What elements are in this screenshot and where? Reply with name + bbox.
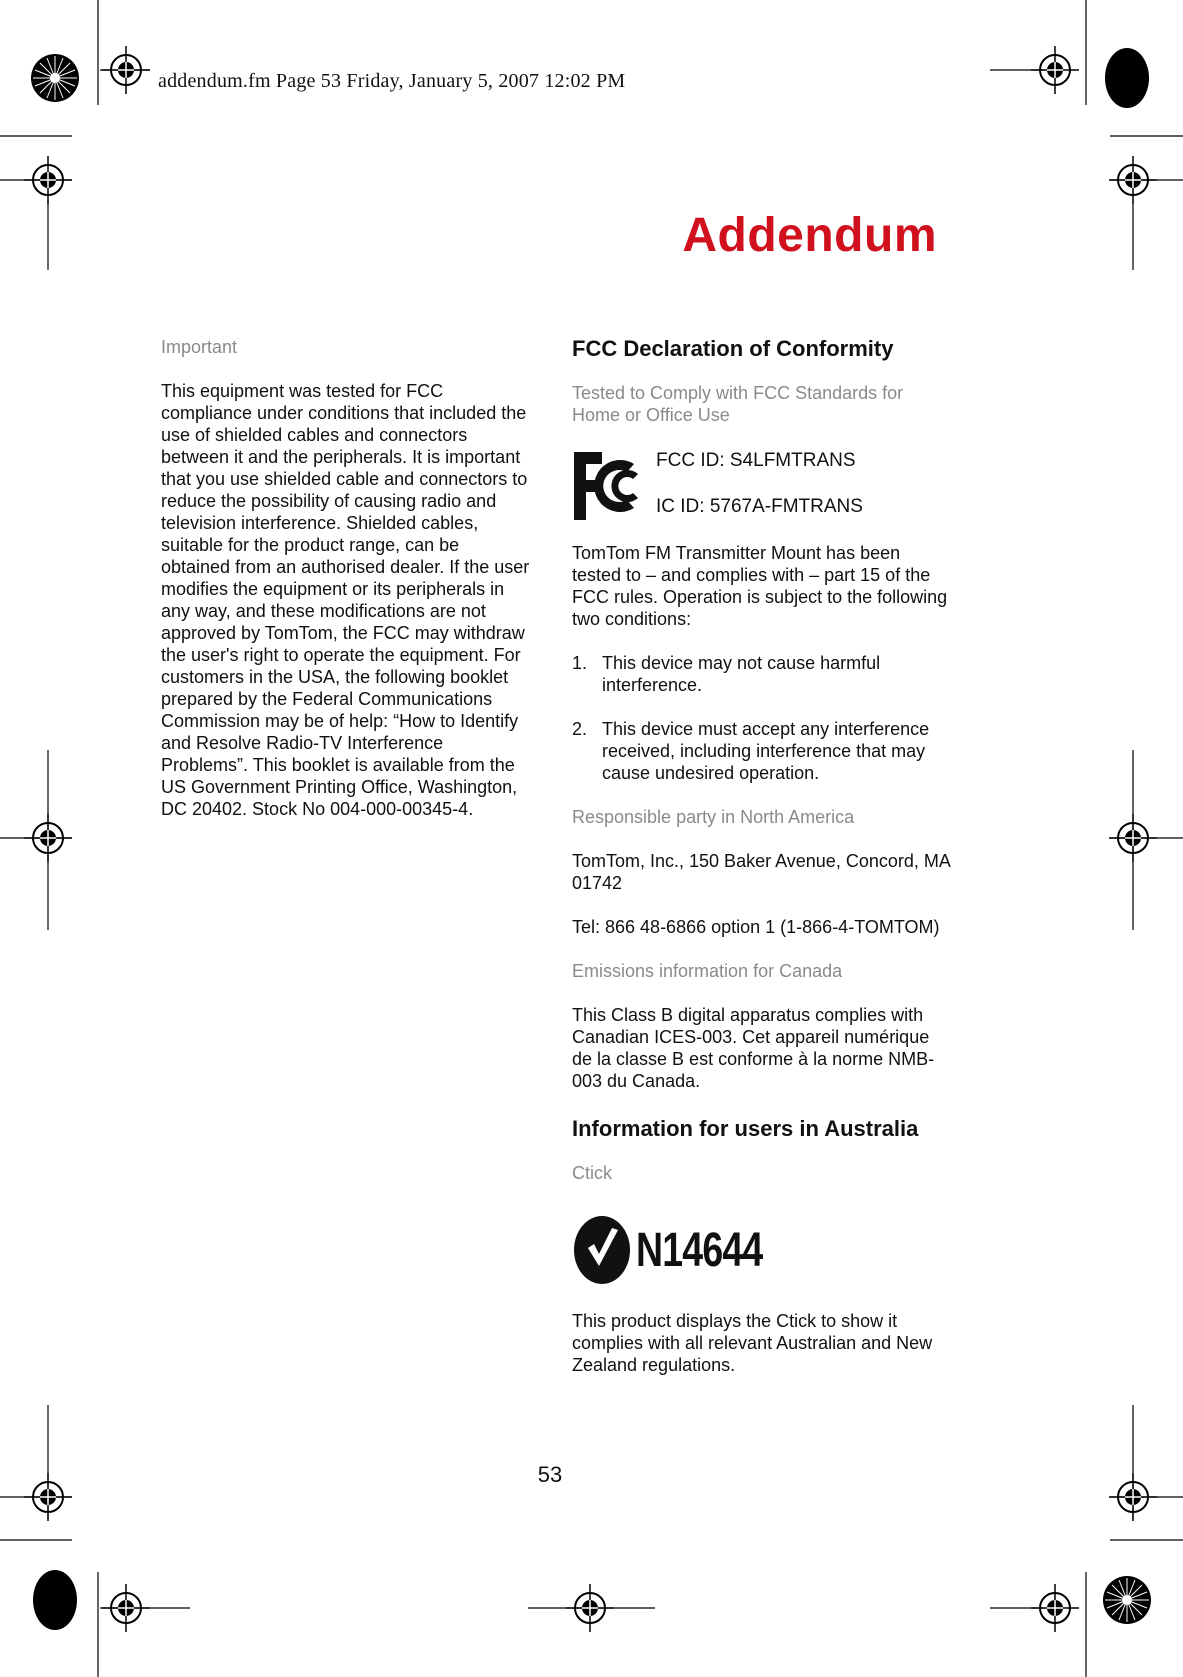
- left-column: [161, 336, 533, 820]
- fcc-id: FCC ID: S4LFMTRANS: [656, 450, 856, 471]
- list-text: This device may not cause harmful interference.: [602, 653, 881, 695]
- list-number: 2.: [572, 719, 588, 739]
- page-number: 53: [537, 1462, 563, 1487]
- file-slug: addendum.fm Page 53 Friday, January 5, 2007 12:02 PM: [158, 70, 626, 92]
- right-column: [572, 336, 952, 1376]
- australia-heading: Information for users in Australia: [572, 1116, 919, 1141]
- list-number: 1.: [572, 653, 588, 673]
- ctick-label: Ctick: [572, 1163, 612, 1183]
- fcc-logo-icon: [572, 450, 642, 522]
- emissions-text: This Class B digital apparatus complies with Canadian ICES-003. Cet appareil numérique de la classe B est conforme à la norme NMB-003 du Canada.: [572, 1005, 935, 1091]
- fcc-sublabel: Tested to Comply with FCC Standards for Home or Office Use: [572, 383, 904, 425]
- fcc-ids: [656, 450, 863, 518]
- ic-id: IC ID: 5767A-FMTRANS: [656, 496, 863, 517]
- conditions-list: [572, 652, 952, 784]
- responsible-tel: Tel: 866 48-6866 option 1 (1-866-4-TOMTOM): [572, 917, 940, 937]
- ctick-code: N14644: [636, 1223, 763, 1277]
- emissions-label: Emissions information for Canada: [572, 961, 843, 981]
- fcc-intro: TomTom FM Transmitter Mount has been tested to – and complies with – part 15 of the FCC rules. Operation is subject to the following two conditions:: [572, 543, 948, 629]
- responsible-label: Responsible party in North America: [572, 807, 855, 827]
- page-title: Addendum: [682, 209, 937, 262]
- list-item: [572, 718, 952, 784]
- fcc-heading: FCC Declaration of Conformity: [572, 336, 894, 361]
- important-label: Important: [161, 337, 238, 357]
- fcc-id-block: [572, 450, 952, 522]
- important-text: This equipment was tested for FCC compliance under conditions that included the use of shielded cables and connectors between it and the peripherals. It is important that you use shielded cable and connectors to reduce the possibility of causing radio and television interference. Shielded cables, suitable for the product range, can be obtained from an authorised dealer. If the user modifies the equipment or its peripherals in any way, and these modifications are not approved by TomTom, the FCC may withdraw the user's right to operate the equipment. For customers in the USA, the following booklet prepared by the Federal Communications Commission may be of help: “How to Identify and Resolve Radio-TV Interference Problems”. This booklet is available from the US Government Printing Office, Washington, DC 20402. Stock No 004-000-00345-4.: [161, 381, 530, 819]
- list-text: This device must accept any interference received, including interference that may cause undesired operation.: [602, 719, 930, 783]
- ctick-text: This product displays the Ctick to show it complies with all relevant Australian and New Zealand regulations.: [572, 1311, 933, 1375]
- ctick-mark: [572, 1210, 952, 1290]
- responsible-address: TomTom, Inc., 150 Baker Avenue, Concord, MA 01742: [572, 851, 950, 893]
- ctick-icon: [572, 1214, 632, 1286]
- list-item: [572, 652, 952, 696]
